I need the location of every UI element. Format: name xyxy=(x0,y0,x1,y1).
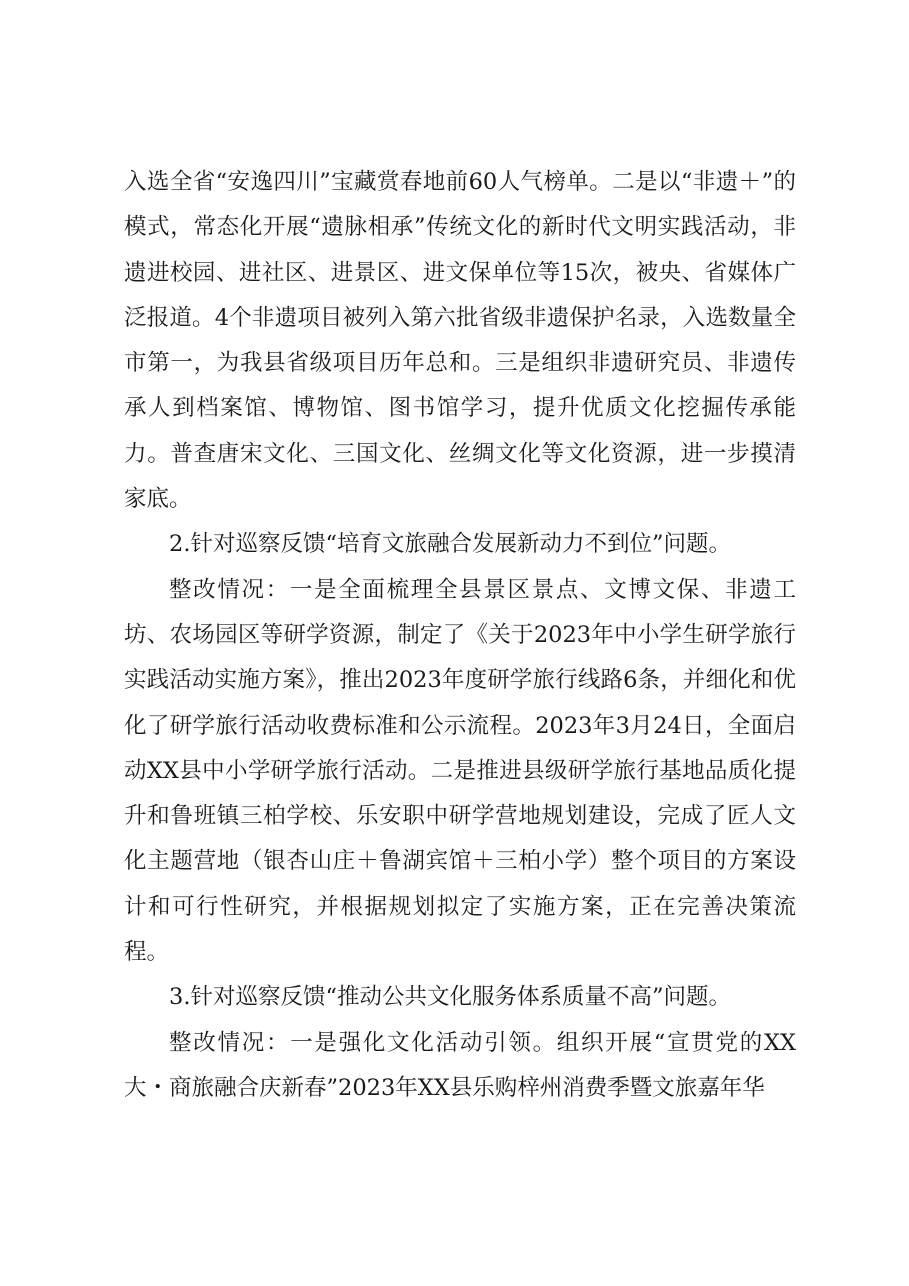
document-body xyxy=(124,160,796,1111)
heading-issue-2: 2.针对巡察反馈“培育文旅融合发展新动力不到位”问题。 xyxy=(169,531,731,558)
heading-issue-3: 3.针对巡察反馈“推动公共文化服务体系质量不高”问题。 xyxy=(169,984,731,1011)
paragraph-heritage-list: 入选全省“安逸四川”宝藏赏春地前60人气榜单。二是以“非遗＋”的模式，常态化开展“遗脉相承”传统文化的新时代文明实践活动，非遗进校园、进社区、进景区、进文保单位等15次，被央、省媒体广泛报道。4个非遗项目被列入第六批省级非遗保护名录，入选数量全市第一，为我县省级项目历年总和。三是组织非遗研究员、非遗传承人到档案馆、博物馆、图书馆学习，提升优质文化挖掘传承能力。普查唐宋文化、三国文化、丝绸文化等文化资源，进一步摸清家底。 xyxy=(124,169,796,513)
paragraph-rectification-2: 整改情况：一是全面梳理全县景区景点、文博文保、非遗工坊、农场园区等研学资源，制定了《关于2023年中小学生研学旅行实践活动实施方案》，推出2023年度研学旅行线路6条，并细化和优化了研学旅行活动收费标准和公示流程。2023年3月24日，全面启动XX县中小学研学旅行活动。二是推进县级研学旅行基地品质化提升和鲁班镇三柏学校、乐安职中研学营地规划建设，完成了匠人文化主题营地（银杏山庄＋鲁湖宾馆＋三柏小学）整个项目的方案设计和可行性研究，并根据规划拟定了实施方案，正在完善决策流程。 xyxy=(124,576,796,966)
paragraph-rectification-3: 整改情况：一是强化文化活动引领。组织开展“宣贯党的XX大・商旅融合庆新春”2023年XX县乐购梓州消费季暨文旅嘉年华 xyxy=(124,1029,796,1101)
